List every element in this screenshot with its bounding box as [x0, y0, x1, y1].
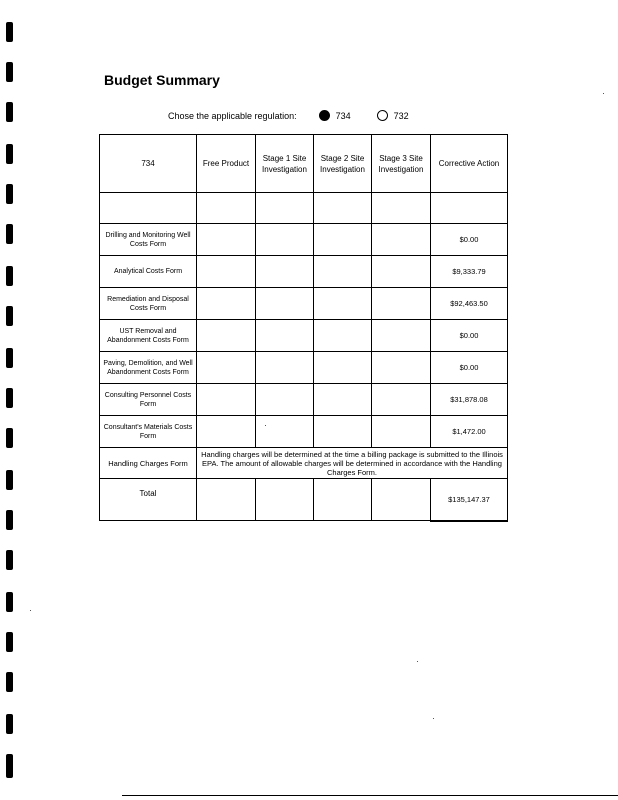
column-header: Free Product: [197, 135, 256, 193]
table-cell[interactable]: [314, 288, 372, 320]
table-cell: [314, 479, 372, 521]
binder-mark: [6, 144, 13, 164]
regulation-option-label: 732: [393, 110, 409, 121]
table-cell[interactable]: [197, 256, 256, 288]
table-cell: [197, 479, 256, 521]
table-cell[interactable]: [314, 224, 372, 256]
table-cell[interactable]: [314, 352, 372, 384]
table-cell[interactable]: [197, 193, 256, 224]
table-header-row: [100, 135, 508, 193]
row-label: Analytical Costs Form: [100, 256, 197, 288]
scan-speck: [417, 661, 418, 662]
table-cell[interactable]: [197, 320, 256, 352]
binder-mark: [6, 470, 13, 490]
table-cell[interactable]: [431, 193, 508, 224]
table-cell[interactable]: [197, 416, 256, 448]
table-cell[interactable]: [256, 320, 314, 352]
total-amount: $135,147.37: [431, 479, 508, 521]
regulation-code: 734: [100, 135, 197, 193]
binder-mark: [6, 102, 13, 122]
corrective-action-amount[interactable]: $0.00: [431, 352, 508, 384]
table-cell[interactable]: [372, 320, 431, 352]
total-label: Total: [100, 479, 197, 521]
column-header: Corrective Action: [431, 135, 508, 193]
binder-mark: [6, 714, 13, 734]
binder-mark: [6, 428, 13, 448]
column-header: Stage 1 Site Investigation: [256, 135, 314, 193]
scan-speck: [433, 718, 434, 719]
binder-mark: [6, 224, 13, 244]
table-cell: [372, 479, 431, 521]
binder-mark: [6, 306, 13, 326]
table-row: [100, 224, 508, 256]
table-cell[interactable]: [256, 352, 314, 384]
table-cell[interactable]: [372, 352, 431, 384]
scan-speck: [603, 93, 604, 94]
binder-mark: [6, 632, 13, 652]
radio-selected-icon[interactable]: [319, 110, 330, 121]
binder-mark: [6, 22, 13, 42]
table-row: [100, 193, 508, 224]
table-row: [100, 320, 508, 352]
corrective-action-amount[interactable]: $0.00: [431, 224, 508, 256]
table-cell[interactable]: [372, 384, 431, 416]
corrective-action-amount[interactable]: $1,472.00: [431, 416, 508, 448]
table-row: [100, 352, 508, 384]
binder-mark: [6, 550, 13, 570]
row-label: Drilling and Monitoring Well Costs Form: [100, 224, 197, 256]
table-cell[interactable]: [197, 288, 256, 320]
table-row: [100, 256, 508, 288]
binder-mark: [6, 266, 13, 286]
page-title: Budget Summary: [104, 72, 220, 88]
table-cell[interactable]: [256, 193, 314, 224]
binder-mark: [6, 388, 13, 408]
regulation-option-label: 734: [335, 110, 351, 121]
binder-mark: [6, 62, 13, 82]
binder-mark: [6, 754, 13, 778]
scan-speck: [30, 610, 31, 611]
table-cell[interactable]: [256, 256, 314, 288]
binder-mark: [6, 184, 13, 204]
row-label: Remediation and Disposal Costs Form: [100, 288, 197, 320]
corrective-action-amount[interactable]: $9,333.79: [431, 256, 508, 288]
regulation-prompt: Chose the applicable regulation:: [168, 110, 297, 121]
footer-rule: [122, 795, 618, 796]
binder-mark: [6, 672, 13, 692]
table-cell[interactable]: [372, 256, 431, 288]
table-cell[interactable]: [314, 320, 372, 352]
table-cell[interactable]: [256, 384, 314, 416]
column-header: Stage 3 Site Investigation: [372, 135, 431, 193]
table-cell[interactable]: [314, 256, 372, 288]
table-row: [100, 416, 508, 448]
table-cell[interactable]: [372, 416, 431, 448]
row-label: Consultant's Materials Costs Form: [100, 416, 197, 448]
corrective-action-amount[interactable]: $92,463.50: [431, 288, 508, 320]
binder-mark: [6, 510, 13, 530]
table-cell[interactable]: [256, 288, 314, 320]
corrective-action-amount[interactable]: $31,878.08: [431, 384, 508, 416]
table-cell[interactable]: [256, 416, 314, 448]
regulation-option-732[interactable]: [377, 110, 409, 121]
table-cell[interactable]: [314, 193, 372, 224]
table-cell[interactable]: [256, 224, 314, 256]
row-label: Handling Charges Form: [100, 448, 197, 479]
table-cell: [256, 479, 314, 521]
corrective-action-amount[interactable]: $0.00: [431, 320, 508, 352]
table-cell: [100, 193, 197, 224]
table-cell[interactable]: [372, 224, 431, 256]
table-cell[interactable]: [314, 384, 372, 416]
table-cell[interactable]: [372, 193, 431, 224]
row-label: Paving, Demolition, and Well Abandonment Costs Form: [100, 352, 197, 384]
table-cell[interactable]: [197, 384, 256, 416]
row-label: Consulting Personnel Costs Form: [100, 384, 197, 416]
radio-unselected-icon[interactable]: [377, 110, 388, 121]
table-cell[interactable]: [197, 224, 256, 256]
handling-charges-row: [100, 448, 508, 479]
binder-mark: [6, 592, 13, 612]
budget-table: [99, 134, 508, 522]
table-row: [100, 384, 508, 416]
total-row: [100, 479, 508, 521]
table-cell[interactable]: [314, 416, 372, 448]
binder-mark: [6, 348, 13, 368]
table-cell[interactable]: [197, 352, 256, 384]
column-header: Stage 2 Site Investigation: [314, 135, 372, 193]
table-cell[interactable]: [372, 288, 431, 320]
regulation-option-734[interactable]: [319, 110, 351, 121]
table-row: [100, 288, 508, 320]
handling-charges-note: Handling charges will be determined at the time a billing package is submitted to the Illinois EPA. The amount of allowable charges will be determined in accordance with the Handling Charges Form.: [197, 448, 508, 479]
regulation-selector: [168, 110, 435, 121]
row-label: UST Removal and Abandonment Costs Form: [100, 320, 197, 352]
